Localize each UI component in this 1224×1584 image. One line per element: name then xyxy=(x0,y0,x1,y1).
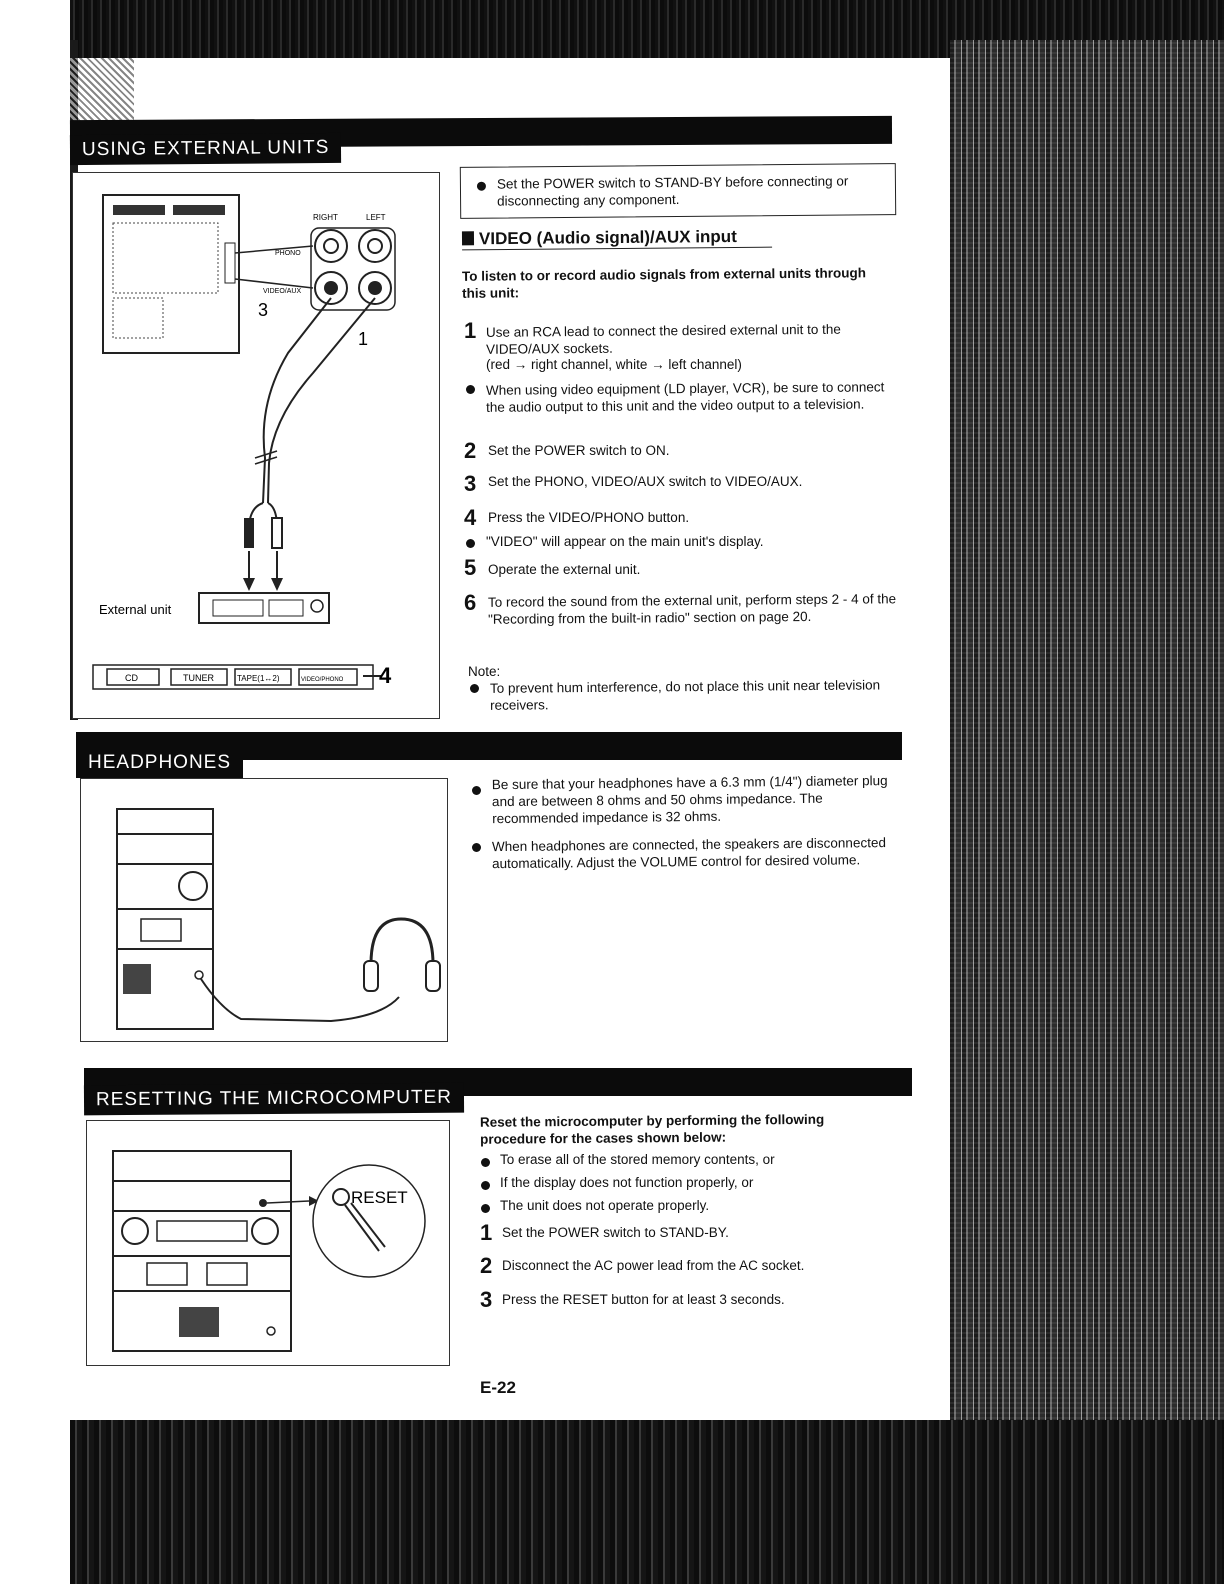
bullet-icon xyxy=(466,385,475,394)
step-number: 5 xyxy=(464,555,477,580)
page-number: E-22 xyxy=(480,1378,516,1397)
display-note: "VIDEO" will appear on the main unit's display. xyxy=(486,534,764,549)
notice-text: Set the POWER switch to STAND-BY before connecting or disconnecting any component. xyxy=(496,173,849,209)
bullet-icon xyxy=(466,539,475,548)
step-number: 1 xyxy=(480,1220,493,1245)
callout-1: 1 xyxy=(358,329,369,349)
reset-figure-label: RESET xyxy=(351,1188,408,1207)
step-number: 2 xyxy=(480,1253,493,1278)
step-text: Set the POWER switch to ON. xyxy=(488,443,670,458)
note-label: Note: xyxy=(468,664,501,679)
reset-case: To erase all of the stored memory contents, or xyxy=(500,1152,775,1167)
scan-border-right xyxy=(950,40,1224,1584)
callout-4: 4 xyxy=(379,663,392,688)
phono-label: PHONO xyxy=(275,250,301,257)
subheading-underline xyxy=(462,227,772,251)
figure-external-units xyxy=(72,172,440,719)
button-label-tape: TAPE(1↔2) xyxy=(237,674,280,683)
step-text: Operate the external unit. xyxy=(488,562,641,577)
left-label: LEFT xyxy=(366,213,386,222)
headphones-speaker-note: When headphones are connected, the speakers are disconnected automatically. Adjust the VOLUME control for desired volume. xyxy=(491,835,887,872)
square-bullet-icon xyxy=(462,231,474,245)
step-number: 3 xyxy=(464,471,477,496)
button-label-video-phono: VIDEO/PHONO xyxy=(301,677,344,683)
bullet-icon xyxy=(481,1204,490,1213)
hum-interference-note: To prevent hum interference, do not place this unit near television receivers. xyxy=(489,677,881,713)
figure-headphones xyxy=(80,778,448,1042)
button-label-tuner: TUNER xyxy=(183,673,214,683)
scan-border-bottom xyxy=(70,1420,1224,1584)
step-number: 4 xyxy=(464,505,477,530)
step-text: Set the POWER switch to STAND-BY. xyxy=(502,1225,729,1240)
step-number: 2 xyxy=(464,438,477,463)
bullet-icon xyxy=(481,1181,490,1190)
callout-3: 3 xyxy=(258,300,269,320)
section-title-headphones: HEADPHONES xyxy=(76,748,243,778)
external-unit-label: External unit xyxy=(99,602,172,617)
headphones-impedance-note: Be sure that your headphones have a 6.3 mm (1/4") diameter plug and are between 8 ohms and 50 ohms impedance. The recommended impedance is 32 ohms. xyxy=(491,773,888,827)
step-text: To record the sound from the external unit, perform steps 2 - 4 of the "Recording from the built-in radio" section on page 20. xyxy=(487,591,897,627)
step-text: Use an RCA lead to connect the desired external unit to the VIDEO/AUX sockets. xyxy=(485,321,841,357)
button-label-cd: CD xyxy=(125,673,138,683)
section-title-reset: RESETTING THE MICROCOMPUTER xyxy=(84,1083,464,1116)
step-number: 3 xyxy=(480,1287,493,1312)
bullet-icon xyxy=(472,786,481,795)
reset-diagram xyxy=(87,1121,449,1365)
headphones-diagram xyxy=(81,779,447,1041)
notice-box xyxy=(460,163,896,219)
step-text: Press the RESET button for at least 3 seconds. xyxy=(502,1292,785,1307)
external-intro: To listen to or record audio signals from external units through this unit: xyxy=(461,265,867,301)
step-text: Disconnect the AC power lead from the AC socket. xyxy=(502,1258,805,1273)
figure-reset xyxy=(86,1120,450,1366)
bullet-icon xyxy=(470,684,479,693)
step-text: Press the VIDEO/PHONO button. xyxy=(488,510,690,525)
external-connection-diagram xyxy=(73,173,439,718)
bullet-icon xyxy=(481,1158,490,1167)
step-number: 1 xyxy=(464,318,477,343)
section-title-external: USING EXTERNAL UNITS xyxy=(70,133,342,165)
videoaux-label: VIDEO/AUX xyxy=(263,288,302,295)
step-number: 6 xyxy=(464,590,477,615)
bullet-icon xyxy=(472,843,481,852)
reset-case: If the display does not function properly, or xyxy=(500,1175,754,1190)
subheading-video-aux: VIDEO (Audio signal)/AUX input xyxy=(478,226,737,249)
reset-case: The unit does not operate properly. xyxy=(500,1198,710,1213)
step-subtext: (red → right channel, white → left channel) xyxy=(486,357,742,372)
video-equipment-note: When using video equipment (LD player, VCR), be sure to connect the audio output to this unit and the video output to a television. xyxy=(485,379,885,415)
bullet-icon xyxy=(477,182,486,191)
step-text: Set the PHONO, VIDEO/AUX switch to VIDEO/AUX. xyxy=(488,474,803,489)
reset-intro: Reset the microcomputer by performing the following procedure for the cases shown below: xyxy=(479,1111,825,1147)
right-label: RIGHT xyxy=(313,213,338,222)
